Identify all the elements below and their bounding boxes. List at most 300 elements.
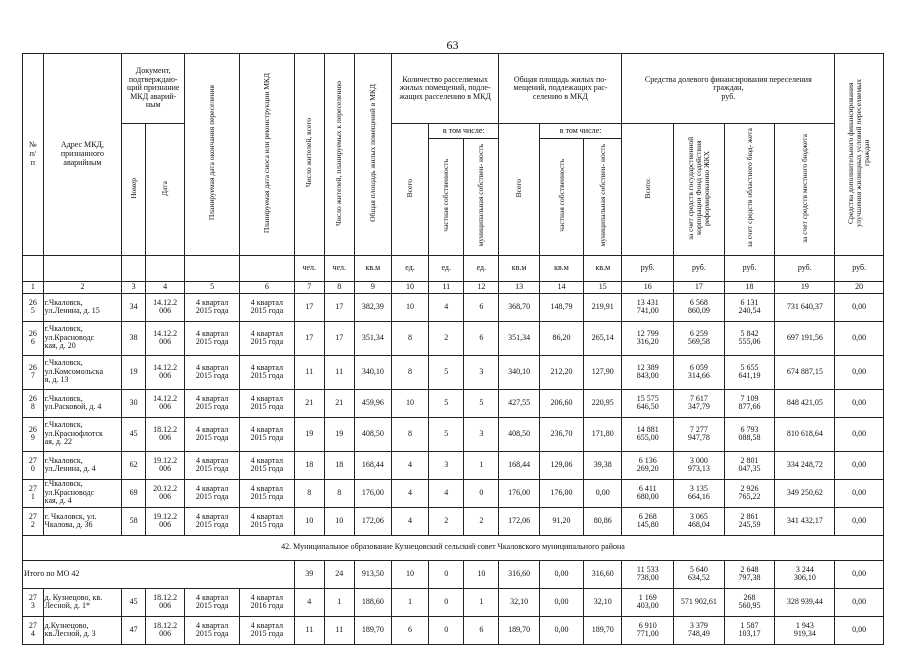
cell-rooms-municipal: 0 bbox=[464, 479, 499, 507]
cell-doc-date: 19.12.2 006 bbox=[145, 507, 184, 535]
cell-fund-regional: 5 655 641,19 bbox=[724, 355, 775, 389]
cell-fund-corporation: 6 259 569,58 bbox=[674, 321, 725, 355]
cell-fund-total: 1 169 403,00 bbox=[622, 588, 674, 616]
subtotal-rooms-municipal: 10 bbox=[464, 560, 499, 588]
header-area-private bbox=[539, 139, 583, 255]
col-number: 17 bbox=[674, 281, 725, 293]
unit-cell: кв.м bbox=[539, 255, 583, 281]
subtotal-residents-total: 39 bbox=[294, 560, 324, 588]
cell-doc-number: 45 bbox=[122, 588, 146, 616]
table-row bbox=[23, 355, 884, 389]
cell-doc-number: 58 bbox=[122, 507, 146, 535]
cell-rooms-municipal: 6 bbox=[464, 293, 499, 321]
cell-area-municipal: 127,90 bbox=[584, 355, 622, 389]
cell-rooms-total: 10 bbox=[391, 389, 428, 417]
col-number: 14 bbox=[539, 281, 583, 293]
subtotal-rooms-total: 10 bbox=[391, 560, 428, 588]
cell-demolition-date: 4 квартал 2015 года bbox=[240, 507, 295, 535]
cell-address: д. Кузнецово, кв. Лесной, д. 1* bbox=[43, 588, 122, 616]
header-area-private-text: частная собственность bbox=[556, 159, 566, 233]
header-additional-funding-text: Средства дополнительного финансирования улучшения жилищных условий переселяемых граждан bbox=[846, 79, 872, 227]
cell-residents-total: 10 bbox=[294, 507, 324, 535]
cell-fund-local: 731 640,37 bbox=[775, 293, 835, 321]
header-doc-number bbox=[122, 124, 146, 256]
header-document-group bbox=[122, 54, 185, 124]
cell-demolition-date: 4 квартал 2015 года bbox=[240, 389, 295, 417]
header-area-group-text: Общая площадь жилых по- мещений, подлежащих рас- селению в МКД bbox=[513, 74, 608, 101]
table-row bbox=[23, 417, 884, 451]
cell-row-number: 26 8 bbox=[23, 389, 44, 417]
cell-row-number: 27 3 bbox=[23, 588, 44, 616]
col-number: 1 bbox=[23, 281, 44, 293]
cell-rooms-total: 6 bbox=[391, 616, 428, 644]
cell-area-municipal: 39,38 bbox=[584, 451, 622, 479]
cell-area-total: 427,55 bbox=[499, 389, 539, 417]
unit-cell: кв.м bbox=[499, 255, 539, 281]
cell-row-number: 27 2 bbox=[23, 507, 44, 535]
subtotal-area-municipal: 316,60 bbox=[584, 560, 622, 588]
header-document-group-text: Документ, подтверждаю- щий признание МКД аварий- ным bbox=[127, 65, 180, 110]
cell-rooms-municipal: 3 bbox=[464, 355, 499, 389]
cell-area-municipal: 32,10 bbox=[584, 588, 622, 616]
cell-area-private: 0,00 bbox=[539, 588, 583, 616]
unit-cell: чел. bbox=[294, 255, 324, 281]
cell-total-area: 189,70 bbox=[354, 616, 391, 644]
cell-address: г.Чкаловск, ул.Расковой, д. 4 bbox=[43, 389, 122, 417]
cell-fund-additional: 0,00 bbox=[835, 321, 884, 355]
cell-rooms-total: 10 bbox=[391, 293, 428, 321]
header-area-municipal bbox=[584, 139, 622, 255]
col-number: 11 bbox=[429, 281, 464, 293]
cell-area-total: 176,00 bbox=[499, 479, 539, 507]
header-doc-date-text: Дата bbox=[160, 180, 170, 196]
cell-resettlement-date: 4 квартал 2015 года bbox=[185, 507, 240, 535]
cell-doc-number: 45 bbox=[122, 417, 146, 451]
col-number: 7 bbox=[294, 281, 324, 293]
header-residents-total bbox=[294, 54, 324, 256]
cell-address: г.Чкаловск, ул.Ленина, д. 15 bbox=[43, 293, 122, 321]
header-rooms-total-text: Всего bbox=[405, 178, 415, 198]
header-residents-total-text: Число жителей, всего bbox=[304, 118, 314, 188]
cell-total-area: 188,60 bbox=[354, 588, 391, 616]
unit-cell: чел. bbox=[324, 255, 354, 281]
unit-cell: ед. bbox=[429, 255, 464, 281]
cell-fund-regional: 7 109 877,66 bbox=[724, 389, 775, 417]
cell-rooms-municipal: 6 bbox=[464, 616, 499, 644]
cell-area-private: 212,20 bbox=[539, 355, 583, 389]
cell-total-area: 340,10 bbox=[354, 355, 391, 389]
cell-row-number: 27 0 bbox=[23, 451, 44, 479]
header-rooms-group bbox=[391, 54, 498, 124]
header-rooms-total bbox=[391, 124, 428, 256]
cell-rooms-private: 4 bbox=[429, 293, 464, 321]
col-number: 10 bbox=[391, 281, 428, 293]
subtotal-fund-local: 3 244 306,10 bbox=[775, 560, 835, 588]
cell-fund-corporation: 6 059 314,66 bbox=[674, 355, 725, 389]
cell-area-municipal: 189,70 bbox=[584, 616, 622, 644]
col-number: 19 bbox=[775, 281, 835, 293]
header-area-municipal-text: муниципальная собствен- ность bbox=[597, 144, 607, 247]
header-residents-planned-text: Число жителей, планируемых к переселению bbox=[334, 80, 344, 226]
cell-rooms-total: 8 bbox=[391, 321, 428, 355]
header-fund-local-text: за счет средств местного бюджета bbox=[799, 133, 809, 243]
cell-fund-local: 697 191,56 bbox=[775, 321, 835, 355]
header-fund-regional bbox=[724, 124, 775, 256]
cell-demolition-date: 4 квартал 2015 года bbox=[240, 355, 295, 389]
cell-doc-number: 30 bbox=[122, 389, 146, 417]
cell-row-number: 27 4 bbox=[23, 616, 44, 644]
cell-rooms-private: 4 bbox=[429, 479, 464, 507]
cell-fund-total: 13 431 741,00 bbox=[622, 293, 674, 321]
cell-row-number: 26 9 bbox=[23, 417, 44, 451]
cell-resettlement-date: 4 квартал 2015 года bbox=[185, 417, 240, 451]
cell-row-number: 26 6 bbox=[23, 321, 44, 355]
header-doc-date bbox=[145, 124, 184, 256]
cell-residents-planned: 19 bbox=[324, 417, 354, 451]
col-number: 9 bbox=[354, 281, 391, 293]
cell-resettlement-date: 4 квартал 2015 года bbox=[185, 293, 240, 321]
cell-rooms-municipal: 2 bbox=[464, 507, 499, 535]
cell-doc-number: 69 bbox=[122, 479, 146, 507]
cell-fund-additional: 0,00 bbox=[835, 507, 884, 535]
header-total-area-text: Общая площадь жилых помещений в МКД bbox=[367, 84, 377, 222]
cell-resettlement-date: 4 квартал 2015 года bbox=[185, 479, 240, 507]
cell-residents-total: 17 bbox=[294, 321, 324, 355]
cell-doc-number: 38 bbox=[122, 321, 146, 355]
cell-demolition-date: 4 квартал 2016 года bbox=[240, 588, 295, 616]
cell-fund-total: 12 389 843,00 bbox=[622, 355, 674, 389]
cell-total-area: 382,39 bbox=[354, 293, 391, 321]
cell-area-total: 189,70 bbox=[499, 616, 539, 644]
header-planned-resettlement bbox=[185, 54, 240, 256]
cell-area-private: 206,60 bbox=[539, 389, 583, 417]
cell-residents-planned: 21 bbox=[324, 389, 354, 417]
cell-residents-total: 17 bbox=[294, 293, 324, 321]
cell-fund-additional: 0,00 bbox=[835, 479, 884, 507]
cell-fund-additional: 0,00 bbox=[835, 389, 884, 417]
cell-fund-regional: 2 861 245,59 bbox=[724, 507, 775, 535]
subtotal-rooms-private: 0 bbox=[429, 560, 464, 588]
header-planned-demolition bbox=[240, 54, 295, 256]
col-number: 8 bbox=[324, 281, 354, 293]
header-area-incl bbox=[539, 124, 622, 139]
subtotal-residents-planned: 24 bbox=[324, 560, 354, 588]
header-doc-number-text: Номер bbox=[128, 177, 138, 199]
cell-total-area: 408,50 bbox=[354, 417, 391, 451]
cell-rooms-total: 4 bbox=[391, 451, 428, 479]
cell-area-private: 86,20 bbox=[539, 321, 583, 355]
cell-area-private: 148,79 bbox=[539, 293, 583, 321]
cell-demolition-date: 4 квартал 2015 года bbox=[240, 293, 295, 321]
cell-area-total: 32,10 bbox=[499, 588, 539, 616]
cell-fund-regional: 1 587 103,17 bbox=[724, 616, 775, 644]
cell-residents-total: 11 bbox=[294, 355, 324, 389]
page-number: 63 bbox=[446, 38, 459, 52]
header-planned-demolition-text: Планируемая дата сноса или реконструкции МКД bbox=[261, 72, 271, 234]
cell-fund-local: 349 250,62 bbox=[775, 479, 835, 507]
cell-fund-total: 12 799 316,20 bbox=[622, 321, 674, 355]
cell-fund-local: 334 248,72 bbox=[775, 451, 835, 479]
table-row bbox=[23, 389, 884, 417]
column-numbers-row bbox=[23, 281, 884, 293]
col-number: 2 bbox=[43, 281, 122, 293]
cell-resettlement-date: 4 квартал 2015 года bbox=[185, 451, 240, 479]
cell-rooms-municipal: 6 bbox=[464, 321, 499, 355]
cell-area-municipal: 265,14 bbox=[584, 321, 622, 355]
unit-cell: кв.м bbox=[354, 255, 391, 281]
col-number: 13 bbox=[499, 281, 539, 293]
col-number: 18 bbox=[724, 281, 775, 293]
cell-area-total: 368,70 bbox=[499, 293, 539, 321]
cell-area-private: 91,20 bbox=[539, 507, 583, 535]
cell-area-total: 340,10 bbox=[499, 355, 539, 389]
cell-fund-additional: 0,00 bbox=[835, 451, 884, 479]
section-row bbox=[23, 535, 884, 560]
subtotal-label: Итого по МО 42 bbox=[23, 560, 295, 588]
subtotal-fund-additional: 0,00 bbox=[835, 560, 884, 588]
cell-fund-total: 6 268 145,80 bbox=[622, 507, 674, 535]
table-row bbox=[23, 588, 884, 616]
cell-residents-planned: 8 bbox=[324, 479, 354, 507]
table-row bbox=[23, 507, 884, 535]
cell-rooms-private: 3 bbox=[429, 451, 464, 479]
header-fund-regional-text: за счет средств областного бюд- жета bbox=[744, 128, 754, 248]
col-number: 16 bbox=[622, 281, 674, 293]
cell-area-municipal: 80,86 bbox=[584, 507, 622, 535]
cell-fund-corporation: 7 277 947,78 bbox=[674, 417, 725, 451]
cell-address: г.Чкаловск, ул.Комсомольска я, д. 13 bbox=[43, 355, 122, 389]
cell-doc-date: 18.12.2 006 bbox=[145, 616, 184, 644]
cell-fund-corporation: 7 617 347,79 bbox=[674, 389, 725, 417]
unit-cell: руб. bbox=[674, 255, 725, 281]
cell-fund-regional: 268 560,95 bbox=[724, 588, 775, 616]
cell-rooms-total: 8 bbox=[391, 417, 428, 451]
cell-doc-number: 47 bbox=[122, 616, 146, 644]
header-rooms-municipal-text: муниципальная собствен- ность bbox=[476, 144, 486, 247]
cell-rooms-private: 0 bbox=[429, 616, 464, 644]
cell-fund-additional: 0,00 bbox=[835, 355, 884, 389]
cell-residents-planned: 1 bbox=[324, 588, 354, 616]
cell-rooms-total: 4 bbox=[391, 507, 428, 535]
header-funding-group-text: Средства долевого финансирования переселения граждан, руб. bbox=[644, 74, 812, 101]
cell-fund-additional: 0,00 bbox=[835, 293, 884, 321]
cell-doc-number: 34 bbox=[122, 293, 146, 321]
cell-doc-date: 14.12.2 006 bbox=[145, 355, 184, 389]
col-number: 12 bbox=[464, 281, 499, 293]
cell-resettlement-date: 4 квартал 2015 года bbox=[185, 588, 240, 616]
header-area-total-text: Всего bbox=[514, 178, 524, 198]
cell-rooms-total: 4 bbox=[391, 479, 428, 507]
header-additional-funding bbox=[835, 54, 884, 256]
cell-fund-local: 1 943 919,34 bbox=[775, 616, 835, 644]
cell-address: г.Чкаловск, ул.Красноводс кая, д. 4 bbox=[43, 479, 122, 507]
cell-rooms-private: 2 bbox=[429, 507, 464, 535]
cell-rooms-municipal: 1 bbox=[464, 588, 499, 616]
cell-rooms-municipal: 3 bbox=[464, 417, 499, 451]
cell-total-area: 459,96 bbox=[354, 389, 391, 417]
cell-fund-corporation: 3 379 748,49 bbox=[674, 616, 725, 644]
col-number: 20 bbox=[835, 281, 884, 293]
cell-area-private: 236,70 bbox=[539, 417, 583, 451]
subtotal-area-total: 316,60 bbox=[499, 560, 539, 588]
header-residents-planned bbox=[324, 54, 354, 256]
cell-area-private: 176,00 bbox=[539, 479, 583, 507]
cell-doc-number: 62 bbox=[122, 451, 146, 479]
units-row bbox=[23, 255, 884, 281]
col-number: 5 bbox=[185, 281, 240, 293]
cell-doc-date: 18.12.2 006 bbox=[145, 417, 184, 451]
cell-area-municipal: 171,80 bbox=[584, 417, 622, 451]
unit-cell: кв.м bbox=[584, 255, 622, 281]
cell-demolition-date: 4 квартал 2015 года bbox=[240, 479, 295, 507]
header-num-text: № п/ п bbox=[29, 140, 37, 167]
cell-total-area: 351,34 bbox=[354, 321, 391, 355]
cell-rooms-total: 8 bbox=[391, 355, 428, 389]
cell-doc-number: 19 bbox=[122, 355, 146, 389]
header-fund-corporation bbox=[674, 124, 725, 256]
cell-fund-corporation: 6 568 860,09 bbox=[674, 293, 725, 321]
header-total-area bbox=[354, 54, 391, 256]
cell-fund-total: 6 136 269,20 bbox=[622, 451, 674, 479]
col-number: 4 bbox=[145, 281, 184, 293]
header-fund-total-text: Всего: bbox=[642, 177, 652, 199]
header-num bbox=[23, 54, 44, 256]
cell-doc-date: 14.12.2 006 bbox=[145, 321, 184, 355]
cell-rooms-private: 0 bbox=[429, 588, 464, 616]
cell-residents-total: 18 bbox=[294, 451, 324, 479]
cell-doc-date: 20.12.2 006 bbox=[145, 479, 184, 507]
cell-residents-total: 19 bbox=[294, 417, 324, 451]
header-fund-local bbox=[775, 124, 835, 256]
header-rooms-private bbox=[429, 139, 464, 255]
cell-fund-local: 810 618,64 bbox=[775, 417, 835, 451]
cell-area-private: 0,00 bbox=[539, 616, 583, 644]
cell-fund-total: 6 411 680,00 bbox=[622, 479, 674, 507]
header-address bbox=[43, 54, 122, 256]
cell-address: г.Чкаловск, ул.Ленина, д. 4 bbox=[43, 451, 122, 479]
cell-total-area: 172,06 bbox=[354, 507, 391, 535]
cell-fund-corporation: 3 065 468,04 bbox=[674, 507, 725, 535]
table-row bbox=[23, 293, 884, 321]
cell-resettlement-date: 4 квартал 2015 года bbox=[185, 321, 240, 355]
unit-cell: руб. bbox=[622, 255, 674, 281]
table-row bbox=[23, 321, 884, 355]
cell-area-total: 351,34 bbox=[499, 321, 539, 355]
cell-area-total: 168,44 bbox=[499, 451, 539, 479]
cell-fund-regional: 6 131 240,54 bbox=[724, 293, 775, 321]
cell-demolition-date: 4 квартал 2015 года bbox=[240, 321, 295, 355]
cell-fund-local: 341 432,17 bbox=[775, 507, 835, 535]
header-address-text: Адрес МКД, признанного аварийным bbox=[60, 140, 105, 167]
header-planned-resettlement-text: Планируемая дата окончания переселения bbox=[207, 85, 217, 221]
cell-fund-total: 15 575 646,50 bbox=[622, 389, 674, 417]
header-funding-group bbox=[622, 54, 835, 124]
header-fund-corporation-text: за счет средств государственной корпорации Фонд содействия реформированию ЖКХ bbox=[686, 136, 711, 240]
cell-doc-date: 18.12.2 006 bbox=[145, 588, 184, 616]
cell-fund-total: 6 910 771,00 bbox=[622, 616, 674, 644]
cell-demolition-date: 4 квартал 2015 года bbox=[240, 417, 295, 451]
unit-cell: руб. bbox=[775, 255, 835, 281]
cell-fund-regional: 6 793 088,58 bbox=[724, 417, 775, 451]
cell-area-total: 172,06 bbox=[499, 507, 539, 535]
subtotal-total-area: 913,50 bbox=[354, 560, 391, 588]
cell-fund-total: 14 881 655,00 bbox=[622, 417, 674, 451]
resettlement-table bbox=[22, 53, 884, 645]
subtotal-area-private: 0,00 bbox=[539, 560, 583, 588]
cell-rooms-private: 5 bbox=[429, 355, 464, 389]
cell-fund-local: 848 421,05 bbox=[775, 389, 835, 417]
cell-fund-additional: 0,00 bbox=[835, 616, 884, 644]
cell-rooms-private: 5 bbox=[429, 389, 464, 417]
header-rooms-municipal bbox=[464, 139, 499, 255]
cell-address: г. Чкаловск, ул. Чкалова, д. 36 bbox=[43, 507, 122, 535]
unit-cell: ед. bbox=[391, 255, 428, 281]
col-number: 3 bbox=[122, 281, 146, 293]
cell-demolition-date: 4 квартал 2015 года bbox=[240, 616, 295, 644]
header-fund-total bbox=[622, 124, 674, 256]
cell-resettlement-date: 4 квартал 2015 года bbox=[185, 355, 240, 389]
cell-resettlement-date: 4 квартал 2015 года bbox=[185, 389, 240, 417]
cell-doc-date: 14.12.2 006 bbox=[145, 389, 184, 417]
cell-residents-planned: 11 bbox=[324, 616, 354, 644]
cell-fund-additional: 0,00 bbox=[835, 417, 884, 451]
cell-area-private: 129,06 bbox=[539, 451, 583, 479]
subtotal-fund-corporation: 5 640 634,52 bbox=[674, 560, 725, 588]
cell-area-municipal: 219,91 bbox=[584, 293, 622, 321]
cell-address: д.Кузнецово, кв.Лесной, д. 3 bbox=[43, 616, 122, 644]
cell-fund-additional: 0,00 bbox=[835, 588, 884, 616]
header-rooms-group-text: Количество расселяемых жилых помещений, подле- жащих расселению в МКД bbox=[399, 74, 491, 101]
subtotal-fund-regional: 2 648 797,38 bbox=[724, 560, 775, 588]
cell-rooms-municipal: 1 bbox=[464, 451, 499, 479]
unit-cell: руб. bbox=[835, 255, 884, 281]
cell-row-number: 26 5 bbox=[23, 293, 44, 321]
header-rooms-private-text: частная собственность bbox=[441, 159, 451, 233]
cell-address: г.Чкаловск, ул.Красноводс кая, д. 20 bbox=[43, 321, 122, 355]
cell-fund-local: 328 939,44 bbox=[775, 588, 835, 616]
cell-residents-planned: 18 bbox=[324, 451, 354, 479]
subtotal-row bbox=[23, 560, 884, 588]
cell-area-municipal: 220,95 bbox=[584, 389, 622, 417]
cell-fund-regional: 5 842 555,06 bbox=[724, 321, 775, 355]
table-row bbox=[23, 479, 884, 507]
cell-residents-total: 8 bbox=[294, 479, 324, 507]
cell-rooms-private: 5 bbox=[429, 417, 464, 451]
cell-resettlement-date: 4 квартал 2015 года bbox=[185, 616, 240, 644]
cell-fund-regional: 2 926 765,22 bbox=[724, 479, 775, 507]
cell-total-area: 176,00 bbox=[354, 479, 391, 507]
cell-residents-planned: 11 bbox=[324, 355, 354, 389]
header-area-total bbox=[499, 124, 539, 256]
cell-residents-planned: 17 bbox=[324, 321, 354, 355]
cell-row-number: 26 7 bbox=[23, 355, 44, 389]
col-number: 15 bbox=[584, 281, 622, 293]
cell-fund-regional: 2 801 047,35 bbox=[724, 451, 775, 479]
cell-address: г.Чкаловск, ул.Краснофлотск ая, д. 22 bbox=[43, 417, 122, 451]
subtotal-fund-total: 11 533 738,00 bbox=[622, 560, 674, 588]
cell-rooms-private: 2 bbox=[429, 321, 464, 355]
cell-demolition-date: 4 квартал 2015 года bbox=[240, 451, 295, 479]
cell-residents-planned: 10 bbox=[324, 507, 354, 535]
cell-residents-total: 4 bbox=[294, 588, 324, 616]
col-number: 6 bbox=[240, 281, 295, 293]
cell-residents-total: 21 bbox=[294, 389, 324, 417]
header-rooms-incl bbox=[429, 124, 499, 139]
cell-fund-corporation: 571 902,61 bbox=[674, 588, 725, 616]
section-title: 42. Муниципальное образование Кузнецовский сельский совет Чкаловского муниципального района bbox=[23, 535, 884, 560]
cell-fund-corporation: 3 000 973,13 bbox=[674, 451, 725, 479]
unit-cell: ед. bbox=[464, 255, 499, 281]
